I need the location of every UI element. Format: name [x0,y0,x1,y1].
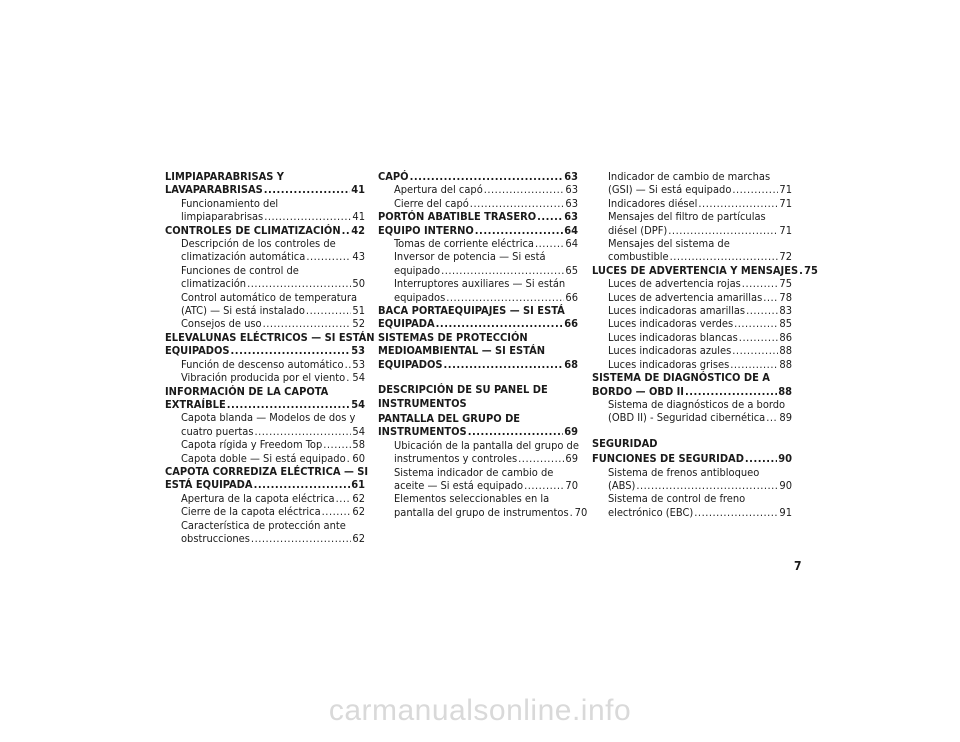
toc-entry-text: CAPÓ [378,170,409,183]
toc-entry-text: Sistema de control de freno [608,492,746,506]
toc-entry-text: instrumentos y controles [394,452,518,466]
toc-sub-entry[interactable] [592,344,792,357]
toc-entry-text: CAPOTA CORREDIZA ELÉCTRICA — SI [165,464,369,478]
toc-entry-text: (OBD II) - Seguridad cibernética [608,411,766,425]
toc-sub-entry[interactable] [165,237,365,264]
toc-entry-text: Indicador de cambio de marchas [608,170,771,183]
toc-sub-entry[interactable] [165,438,365,451]
toc-sub-entry[interactable] [165,197,365,224]
toc-entry-text: Apertura de la capota eléctrica [181,491,335,505]
watermark: carmanualsonline.info [328,694,632,727]
toc-entry-text: LIMPIAPARABRISAS Y [165,170,284,183]
toc-sub-entry[interactable] [592,237,792,264]
toc-page-number: 75 [804,263,818,277]
toc-entry-text: obstrucciones [181,531,250,545]
toc-page-number: 52 [352,317,365,331]
dot-leader [730,358,778,371]
toc-heading-entry[interactable] [165,385,365,412]
dot-leader [306,250,351,263]
toc-heading-entry[interactable] [165,224,365,237]
toc-entry-text: limpiaparabrisas [181,210,264,224]
toc-page-number: 42 [351,223,365,237]
toc-entry-text: ELEVALUNAS ELÉCTRICOS — SI ESTÁN [165,330,375,344]
toc-entry-text: Luces indicadoras grises [608,357,730,371]
toc-entry-text: Capota rígida y Freedom Top [181,438,323,452]
toc-entry-text: EQUIPADOS [378,357,443,371]
toc-page-number: 69 [565,452,578,466]
toc-sub-entry[interactable] [165,452,365,465]
dot-leader [799,264,803,277]
toc-entry-text: EQUIPO INTERNO [378,223,474,237]
toc-page-number: 75 [779,277,792,291]
toc-entry-text: Apertura del capó [394,183,483,197]
toc-entry-text: Funciones de control de [181,263,299,277]
toc-column-3 [592,170,818,519]
toc-page-number: 71 [779,183,792,197]
toc-entry-text: Cierre del capó [394,196,469,210]
page-number: 7 [794,559,802,573]
toc-entry-text: FUNCIONES DE SEGURIDAD [592,452,744,466]
toc-heading-entry[interactable] [165,330,375,358]
toc-sub-entry[interactable] [378,237,578,250]
toc-page-number: 88 [779,357,792,371]
dot-leader [264,210,351,223]
dot-leader [670,250,779,263]
dot-leader [436,317,564,330]
toc-entry-text: Tomas de corriente eléctrica [394,237,534,251]
toc-page-number: 62 [352,491,365,505]
toc-entry-text: EQUIPADOS [165,344,230,358]
toc-entry-text: equipado [394,263,441,277]
toc-page-number: 68 [564,357,578,371]
toc-heading-entry[interactable] [378,170,578,183]
toc-entry-text: Mensajes del filtro de partículas [608,210,766,224]
dot-leader [694,506,778,519]
toc-entry-text: Control automático de temperatura [181,290,358,304]
toc-page-number: 64 [564,223,578,237]
toc-entry-text: Luces indicadoras verdes [608,317,734,331]
toc-sub-entry[interactable] [592,210,792,237]
toc-sub-entry[interactable] [592,197,792,210]
toc-entry-text: pantalla del grupo de instrumentos [394,505,569,519]
dot-leader [470,197,565,210]
toc-sub-entry[interactable] [165,492,365,505]
toc-entry-text: Mensajes del sistema de [608,237,730,251]
toc-page-number: 64 [565,237,578,251]
toc-page-number: 63 [564,210,578,224]
dot-leader [668,224,778,237]
toc-page-number: 53 [351,344,365,358]
dot-leader [410,170,564,183]
toc-sub-entry[interactable] [165,411,365,438]
toc-page-number: 89 [779,411,792,425]
toc-entry-text: BACA PORTAEQUIPAJES — SI ESTÁ [378,304,565,318]
dot-leader [537,210,563,223]
toc-sub-entry[interactable] [592,277,792,290]
toc-entry-text: Luces indicadoras blancas [608,330,738,344]
toc-entry-text: Luces de advertencia amarillas [608,290,763,304]
toc-page-number: 41 [351,183,365,197]
toc-column-1 [165,170,375,545]
toc-page-number: 88 [779,344,792,358]
toc-entry-text: (ATC) — Si está instalado [181,304,305,318]
toc-page-number: 69 [564,425,578,439]
toc-sub-entry[interactable] [592,304,792,317]
dot-leader [346,371,351,384]
dot-leader [347,452,352,465]
toc-entry-text: Función de descenso automático [181,357,344,371]
toc-entry-text: EXTRAÍBLE [165,397,226,411]
toc-page-number: 54 [351,397,365,411]
toc-page-number: 78 [779,290,792,304]
toc-entry-text: Característica de protección ante [181,518,346,532]
toc-sub-entry[interactable] [592,331,792,344]
dot-leader [732,344,778,357]
toc-heading-entry[interactable] [378,331,578,371]
toc-entry-text: equipados [394,290,446,304]
toc-entry-text: Consejos de uso [181,317,262,331]
toc-column-2 [378,170,588,519]
dot-leader [745,452,777,465]
toc-entry-text: aceite — Si está equipado [394,478,524,492]
toc-page-number: 71 [779,223,792,237]
toc-sub-entry[interactable] [592,492,792,519]
toc-entry-text: Vibración producida por el viento [181,371,346,385]
toc-sub-entry[interactable] [378,277,578,304]
toc-page-number: 63 [565,183,578,197]
dot-leader [306,304,351,317]
dot-leader [484,183,565,196]
section-title: SEGURIDAD [592,436,658,450]
toc-heading-entry[interactable] [165,170,365,197]
dot-leader [441,264,564,277]
toc-entry-text: ESTÁ EQUIPADA [165,478,253,492]
toc-sub-entry[interactable] [592,317,792,330]
toc-sub-entry[interactable] [378,197,578,210]
toc-entry-text: Capota doble — Si está equipado [181,451,346,465]
toc-heading-entry[interactable] [592,263,818,277]
toc-page-number: 61 [351,478,365,492]
toc-entry-text: Ubicación de la pantalla del grupo de [394,438,579,452]
toc-entry-text: Luces indicadoras azules [608,344,732,358]
dot-leader [231,344,351,357]
toc-entry-text: Inversor de potencia — Si está [394,250,546,264]
toc-entry-text: (ABS) [608,478,636,492]
dot-leader [732,183,778,196]
toc-page-number: 85 [779,317,792,331]
toc-entry-text: PANTALLA DEL GRUPO DE [378,411,521,425]
toc-heading-entry[interactable] [592,371,792,398]
toc-heading-entry[interactable] [378,210,578,223]
toc-page-number: 62 [352,531,365,545]
toc-entry-text: Cierre de la capota eléctrica [181,505,321,519]
toc-page-number: 90 [778,452,792,466]
dot-leader [263,317,352,330]
dot-leader [475,224,563,237]
toc-page-number: 72 [779,250,792,264]
toc-page-number: 88 [778,384,792,398]
toc-entry-text: diésel (DPF) [608,223,668,237]
toc-page-number: 54 [352,424,365,438]
dot-leader [636,479,778,492]
toc-entry-text: electrónico (EBC) [608,505,694,519]
toc-entry-text: Interruptores auxiliares — Si están [394,277,566,291]
toc-page-number: 60 [352,451,365,465]
toc-entry-text: climatización [181,277,247,291]
toc-sub-entry[interactable] [592,358,792,371]
toc-entry-text: BORDO — OBD II [592,384,684,398]
dot-leader [336,492,352,505]
toc-sub-entry[interactable] [378,183,578,196]
dot-leader [322,505,352,518]
dot-leader [524,479,564,492]
dot-leader [698,197,778,210]
toc-entry-text: Sistema indicador de cambio de [394,465,554,479]
toc-sub-entry[interactable] [378,492,588,519]
dot-leader [746,304,778,317]
toc-page-number: 41 [352,210,365,224]
toc-sub-entry[interactable] [165,317,365,330]
toc-entry-text: Capota blanda — Modelos de dos y [181,411,356,425]
toc-page-number: 91 [779,505,792,519]
toc-sub-entry[interactable] [378,250,578,277]
dot-leader [446,291,564,304]
toc-page-number: 63 [565,196,578,210]
toc-page-number: 70 [565,478,578,492]
dot-leader [518,452,564,465]
toc-page-number: 63 [564,170,578,183]
dot-leader [685,385,777,398]
dot-leader [251,532,351,545]
toc-page-number: 54 [352,371,365,385]
toc-page-number: 65 [565,263,578,277]
dot-leader [247,277,351,290]
dot-leader [570,506,574,519]
toc-entry-text: Sistema de frenos antibloqueo [608,465,760,479]
toc-sub-entry[interactable] [592,466,792,493]
toc-page-number: 53 [352,357,365,371]
dot-leader [345,358,352,371]
toc-heading-entry[interactable] [378,224,578,237]
toc-entry-text: INSTRUMENTOS [378,425,467,439]
toc-heading-entry[interactable] [378,412,578,439]
toc-entry-text: Luces de advertencia rojas [608,277,741,291]
dot-leader [763,291,778,304]
toc-sub-entry[interactable] [378,466,578,493]
toc-entry-text: combustible [608,250,669,264]
toc-entry-text: Sistema de diagnósticos de a bordo [608,397,786,411]
toc-entry-text: PORTÓN ABATIBLE TRASERO [378,210,537,224]
toc-page-number: 43 [352,250,365,264]
toc-entry-text: Funcionamiento del [181,196,279,210]
dot-leader [323,438,351,451]
dot-leader [444,358,564,371]
toc-page-number: 62 [352,505,365,519]
toc-entry-text: LUCES DE ADVERTENCIA Y MENSAJES [592,263,799,277]
toc-entry-text: EQUIPADA [378,317,435,331]
toc-page-number: 83 [779,304,792,318]
toc-sub-entry[interactable] [165,264,365,291]
toc-page-number: 70 [574,505,588,519]
toc-entry-text: cuatro puertas [181,424,254,438]
toc-heading-entry[interactable] [378,304,578,331]
toc-sub-entry[interactable] [165,371,365,384]
toc-page-number: 66 [564,317,578,331]
dot-leader [742,277,779,290]
dot-leader [766,411,778,424]
dot-leader [264,183,350,196]
dot-leader [739,331,779,344]
toc-entry-text: LAVAPARABRISAS [165,183,263,197]
toc-entry-text: Indicadores diésel [608,196,698,210]
toc-page-number: 71 [779,196,792,210]
toc-entry-text: climatización automática [181,250,306,264]
toc-sub-entry[interactable] [165,291,365,318]
toc-entry-text: SISTEMA DE DIAGNÓSTICO DE A [592,371,770,385]
toc-entry-text: INFORMACIÓN DE LA CAPOTA [165,384,329,398]
dot-leader [468,425,564,438]
section-title: DESCRIPCIÓN DE SU PANEL DE INSTRUMENTOS [378,383,548,410]
toc-page-number: 51 [352,304,365,318]
dot-leader [535,237,564,250]
toc-sub-entry[interactable] [592,291,792,304]
toc-sub-entry[interactable] [592,398,792,425]
dot-leader [254,478,351,491]
toc-sub-entry[interactable] [165,519,365,546]
toc-page-number: 90 [779,478,792,492]
toc-page-number: 86 [779,330,792,344]
toc-entry-text: Elementos seleccionables en la [394,492,550,506]
dot-leader [342,224,351,237]
toc-entry-text: Luces indicadoras amarillas [608,304,746,318]
toc-sub-entry[interactable] [165,505,365,518]
dot-leader [255,425,352,438]
toc-page-number: 58 [352,438,365,452]
toc-sub-entry[interactable] [378,439,578,466]
toc-entry-text: (GSI) — Si está equipado [608,183,732,197]
toc-entry-text: MEDIOAMBIENTAL — SI ESTÁN [378,344,546,358]
dot-leader [734,317,778,330]
toc-entry-text: SISTEMAS DE PROTECCIÓN [378,330,528,344]
toc-heading-entry[interactable] [592,452,792,465]
toc-sub-entry[interactable] [165,358,365,371]
dot-leader [227,398,351,411]
toc-entry-text: CONTROLES DE CLIMATIZACIÓN [165,223,341,237]
toc-heading-entry[interactable] [165,464,369,492]
toc-page-number: 66 [565,290,578,304]
toc-sub-entry[interactable] [592,170,792,197]
toc-entry-text: Descripción de los controles de [181,237,336,251]
toc-page-number: 50 [352,277,365,291]
